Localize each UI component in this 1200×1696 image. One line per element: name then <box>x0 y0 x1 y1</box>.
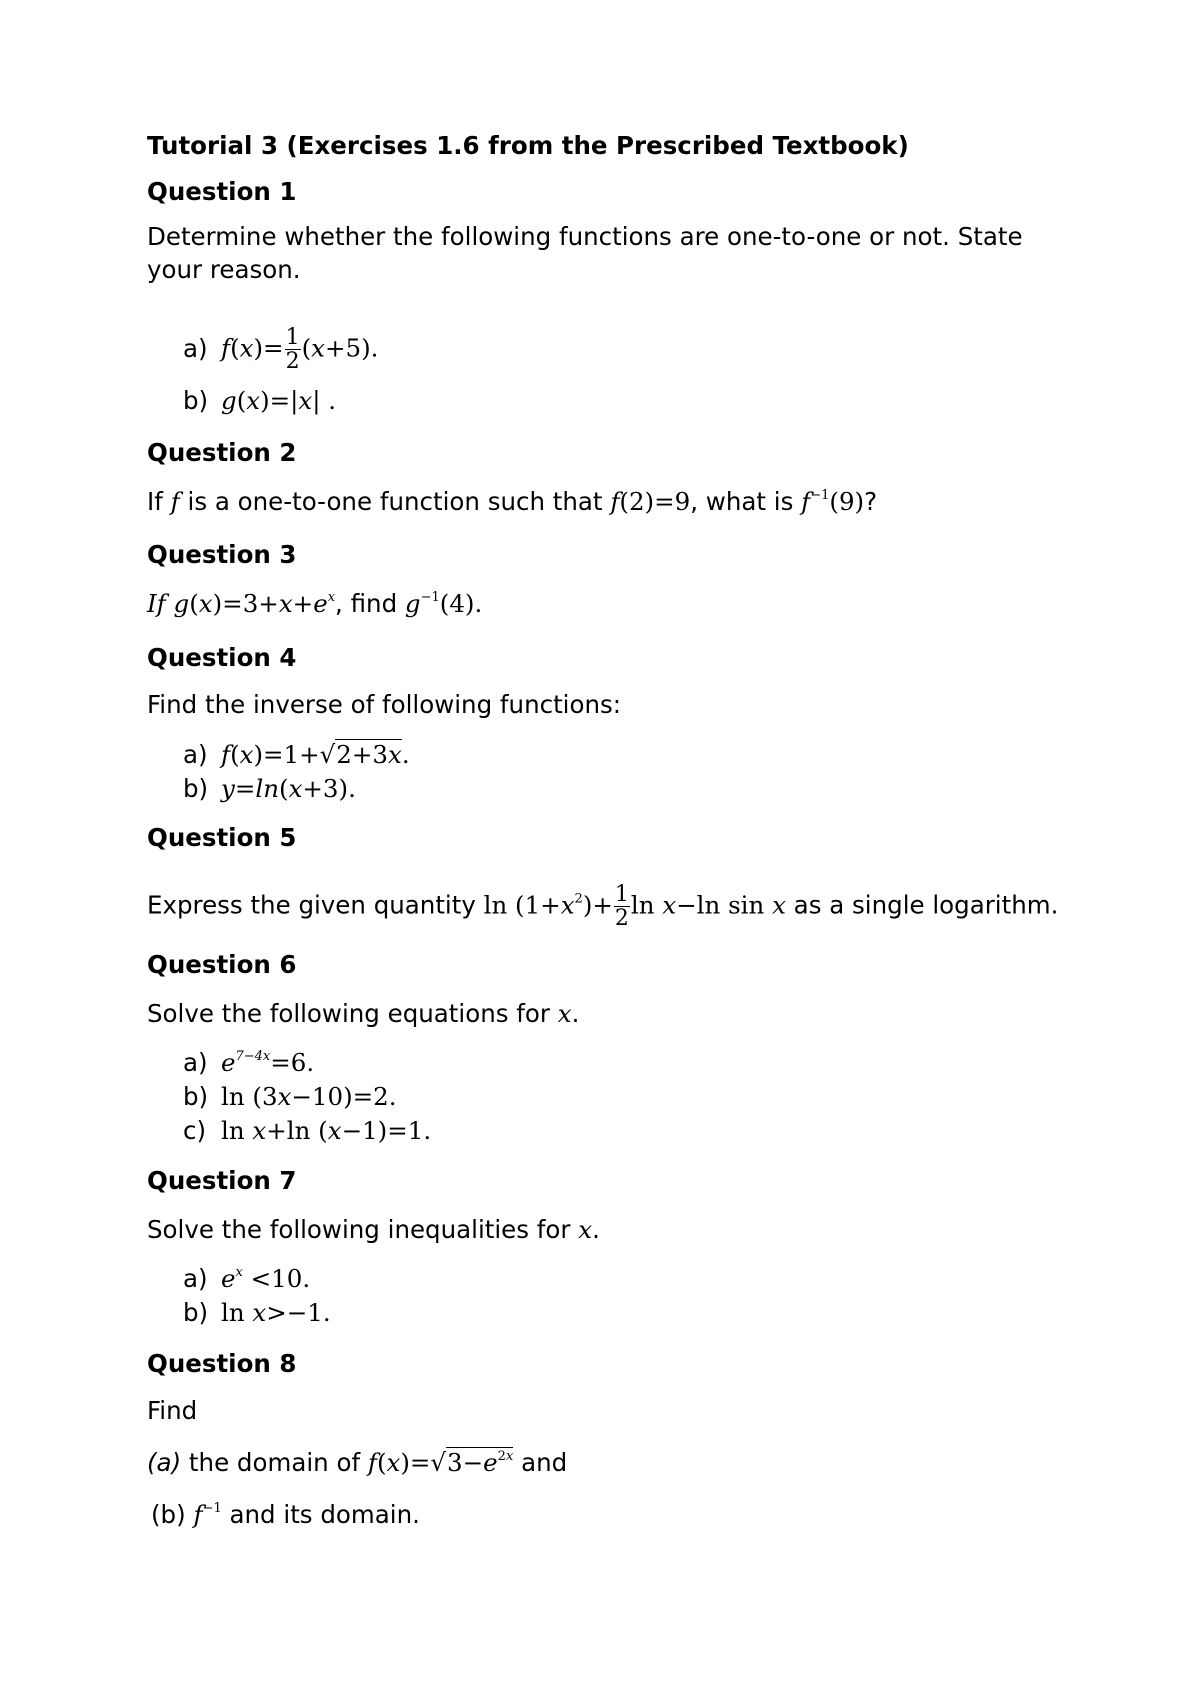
question-1-text-line2: your reason. <box>147 255 301 284</box>
item-label: a) <box>183 333 208 363</box>
question-1-text-line1: Determine whether the following functions are one-to-one or not. State <box>147 222 1023 251</box>
item-label: b) <box>183 1082 209 1111</box>
question-1-item-b: b) g(x)=|x| . <box>183 384 336 418</box>
question-8-find: Find <box>147 1396 198 1425</box>
question-7-heading: Question 7 <box>147 1166 297 1195</box>
question-7-item-b: b) ln x>−1. <box>183 1296 331 1330</box>
question-5-heading: Question 5 <box>147 823 297 852</box>
question-7-text: Solve the following inequalities for x. <box>147 1215 600 1244</box>
question-6-heading: Question 6 <box>147 950 297 979</box>
question-3-heading: Question 3 <box>147 540 297 569</box>
question-8-part-b: (b) $f^{-1}$ and its domain. <box>151 1500 420 1529</box>
question-1-item-a: a) f(x)= $\frac{1}{2}$ (x+5). <box>183 325 379 374</box>
question-4-text: Find the inverse of following functions: <box>147 690 622 719</box>
question-8-heading: Question 8 <box>147 1349 297 1378</box>
question-1-heading: Question 1 <box>147 177 297 206</box>
question-2-text: If f is a one-to-one function such that f(2)=9, what is $f^{-1}(9)$? <box>147 487 878 516</box>
question-8-part-a: (a) the domain of $f(x)=√3-e^{2x}$ and <box>147 1446 567 1480</box>
question-5-text: Express the given quantity $\ln (1+x^2)+$ $\frac{1}{2}$ ln x−ln sin x as a single logarithm. <box>147 882 1059 931</box>
square-root: 2+3x <box>336 740 402 769</box>
fraction-one-half: $\frac{1}{2}$ <box>614 882 629 931</box>
question-6-item-a: a) $e^{7-4x}=6$. <box>183 1046 314 1080</box>
item-label: a) <box>183 740 208 769</box>
square-root: $3-e^{2x}$ <box>447 1448 514 1477</box>
item-label: a) <box>183 1048 208 1077</box>
item-label: b) <box>183 774 209 803</box>
item-label: b) <box>183 1298 209 1327</box>
question-7-item-a: a) $e^x <10$. <box>183 1262 310 1296</box>
fraction-one-half: $\frac{1}{2}$ <box>285 325 300 374</box>
question-6-item-c: c) ln x+ln (x−1)=1. <box>183 1114 431 1148</box>
math-expression: f <box>221 333 231 363</box>
question-3-text: If $g(x)=3+x+e^x$, find $g^{-1}(4)$. <box>147 589 483 618</box>
question-6-item-b: b) ln (3x−10)=2. <box>183 1080 397 1114</box>
question-6-text: Solve the following equations for x. <box>147 999 580 1028</box>
question-4-item-a: a) f(x)=1+√2+3x. <box>183 738 410 772</box>
item-label: b) <box>183 386 209 415</box>
question-4-item-b: b) y=ln(x+3). <box>183 772 356 806</box>
math-expression: g <box>221 386 237 415</box>
question-4-heading: Question 4 <box>147 643 297 672</box>
document-title: Tutorial 3 (Exercises 1.6 from the Prescribed Textbook) <box>147 131 909 160</box>
item-label: a) <box>183 1264 208 1293</box>
question-2-heading: Question 2 <box>147 438 297 467</box>
item-label: c) <box>183 1116 207 1145</box>
